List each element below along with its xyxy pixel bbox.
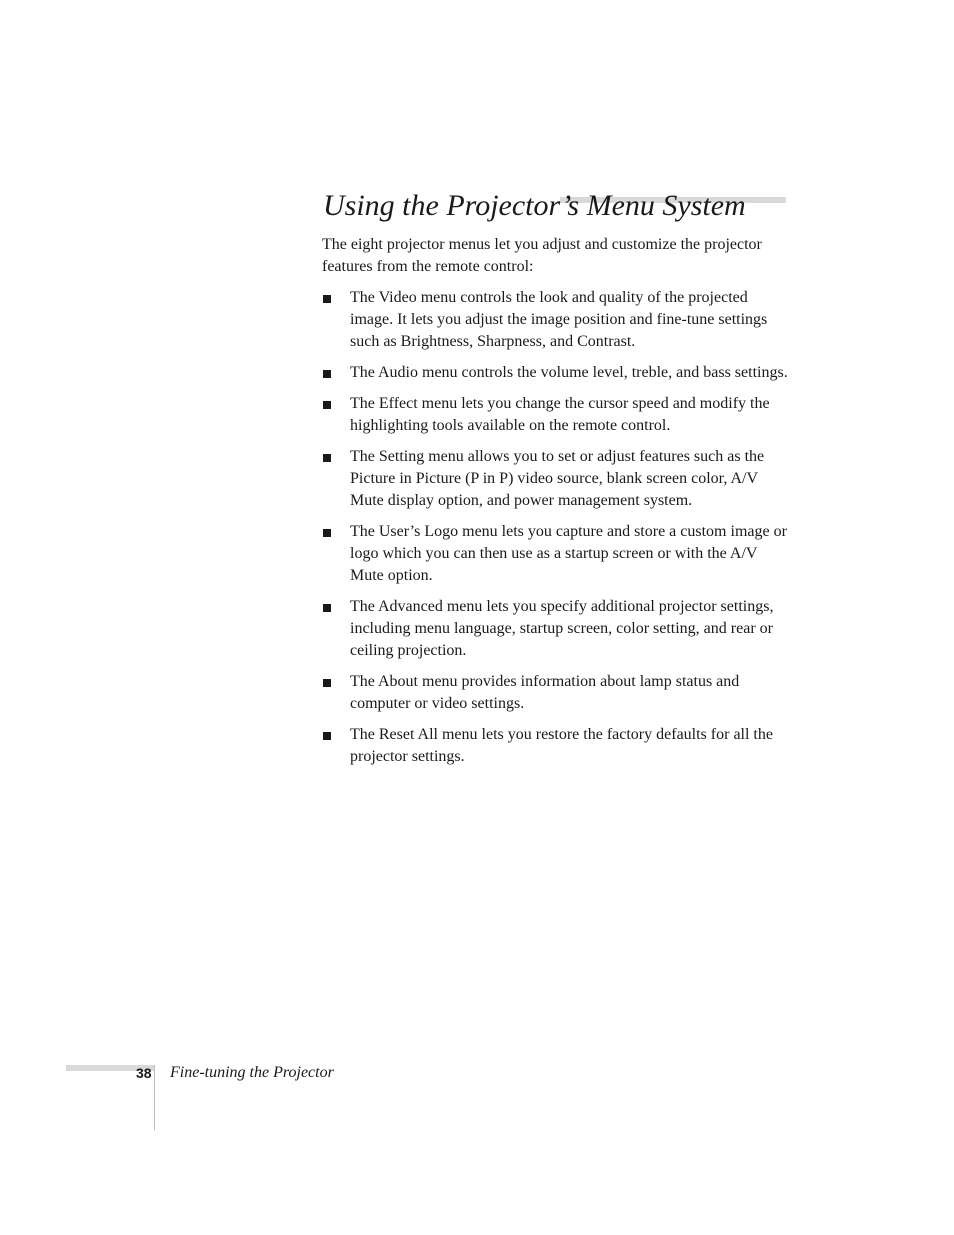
list-item — [322, 671, 788, 715]
square-bullet-icon — [323, 679, 331, 687]
list-item-text: The Effect menu lets you change the cursor speed and modify the highlighting tools available on the remote control. — [350, 395, 770, 434]
square-bullet-icon — [323, 604, 331, 612]
list-item — [322, 724, 788, 768]
list-item-text: The Video menu controls the look and quality of the projected image. It lets you adjust the image position and fine-tune settings such as Brightness, Sharpness, and Contrast. — [350, 289, 768, 350]
list-item-text: The Advanced menu lets you specify additional projector settings, including menu language, startup screen, color setting, and rear or ceiling projection. — [350, 598, 774, 659]
list-item-text: The Reset All menu lets you restore the factory defaults for all the projector settings. — [350, 726, 773, 765]
list-item — [322, 362, 788, 384]
list-item — [322, 393, 788, 437]
square-bullet-icon — [323, 732, 331, 740]
list-item-text: The User’s Logo menu lets you capture and store a custom image or logo which you can then use as a startup screen or with the A/V Mute option. — [350, 523, 787, 584]
footer-chapter-title: Fine-tuning the Projector — [170, 1064, 334, 1081]
square-bullet-icon — [323, 401, 331, 409]
square-bullet-icon — [323, 295, 331, 303]
square-bullet-icon — [323, 529, 331, 537]
list-item — [322, 596, 788, 662]
page-title: Using the Projector’s Menu System — [323, 189, 746, 222]
list-item — [322, 446, 788, 512]
list-item — [322, 521, 788, 587]
list-item — [322, 287, 788, 353]
footer-divider — [154, 1065, 155, 1130]
list-item-text: The Setting menu allows you to set or adjust features such as the Picture in Picture (P in P) video source, blank screen color, A/V Mute display option, and power management system. — [350, 448, 765, 509]
menu-list — [322, 287, 788, 768]
square-bullet-icon — [323, 454, 331, 462]
intro-paragraph: The eight projector menus let you adjust and customize the projector features from the remote control: — [322, 236, 762, 275]
square-bullet-icon — [323, 370, 331, 378]
main-content — [322, 234, 788, 777]
list-item-text: The Audio menu controls the volume level, treble, and bass settings. — [350, 364, 788, 381]
page-number: 38 — [136, 1065, 152, 1081]
list-item-text: The About menu provides information about lamp status and computer or video settings. — [350, 673, 740, 712]
